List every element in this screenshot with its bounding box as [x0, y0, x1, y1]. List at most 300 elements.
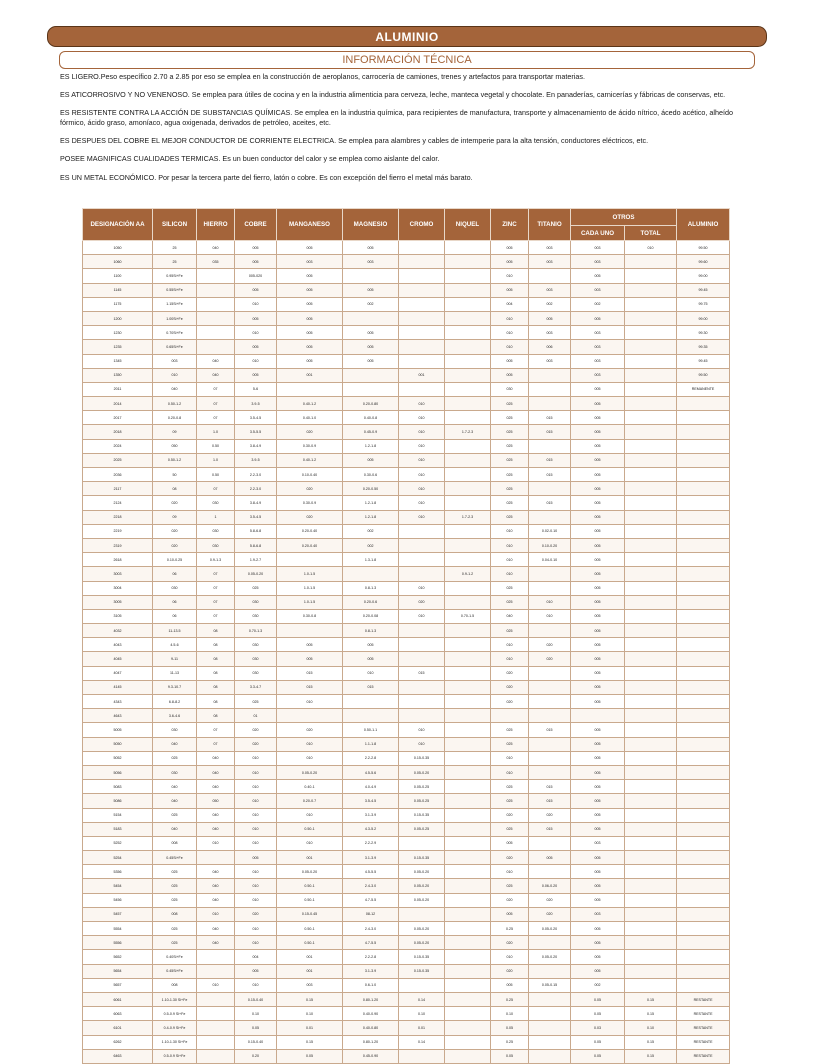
cell-cobre: 025	[235, 581, 277, 595]
cell-total	[625, 709, 677, 723]
cell-titanio: 020	[529, 638, 571, 652]
cell-manganeso: 005	[277, 241, 343, 255]
cell-zinc: 025	[491, 624, 529, 638]
cell-silicon: 040	[153, 382, 197, 396]
cell-silicon: 0.20-0.8	[153, 411, 197, 425]
cell-aluminio	[677, 680, 730, 694]
cell-cada-uno: 005	[571, 794, 625, 808]
cell-manganeso: 005	[277, 297, 343, 311]
cell-zinc: 025	[491, 723, 529, 737]
cell-manganeso: 010	[277, 737, 343, 751]
cell-designacion: 5457	[83, 907, 153, 921]
cell-niquel	[445, 822, 491, 836]
cell-titanio: 006	[529, 340, 571, 354]
cell-designacion: 5654	[83, 964, 153, 978]
cell-cada-uno: 005	[571, 680, 625, 694]
cell-niquel	[445, 879, 491, 893]
cell-aluminio	[677, 482, 730, 496]
cell-silicon: 09	[153, 510, 197, 524]
cell-niquel	[445, 851, 491, 865]
cell-cada-uno: 002	[571, 978, 625, 992]
table-row	[83, 510, 730, 524]
cell-designacion: 3005	[83, 595, 153, 609]
table-row	[83, 666, 730, 680]
cell-titanio: 020	[529, 808, 571, 822]
cell-total	[625, 751, 677, 765]
cell-cobre: 3.5-4.5	[235, 510, 277, 524]
table-row	[83, 893, 730, 907]
cell-niquel	[445, 496, 491, 510]
cell-magnesio: 1.3-1.8	[343, 553, 399, 567]
cell-cobre: 3.9-5	[235, 397, 277, 411]
cell-niquel	[445, 1035, 491, 1049]
cell-hierro: 050	[197, 794, 235, 808]
cell-zinc: 025	[491, 453, 529, 467]
cell-cada-uno: 005	[571, 510, 625, 524]
cell-magnesio: 0.20-0.80	[343, 397, 399, 411]
table-row	[83, 269, 730, 283]
cell-total: 010	[625, 241, 677, 255]
cell-titanio: 015	[529, 411, 571, 425]
cell-total	[625, 865, 677, 879]
cell-cromo	[399, 709, 445, 723]
cell-cobre: 025	[235, 695, 277, 709]
cell-cromo: 0.05-0.20	[399, 922, 445, 936]
cell-titanio: 010	[529, 609, 571, 623]
cell-niquel	[445, 751, 491, 765]
cell-cromo: 0.15-0.35	[399, 964, 445, 978]
cell-hierro: 08	[197, 624, 235, 638]
cell-total: 0.15	[625, 1007, 677, 1021]
cell-titanio	[529, 397, 571, 411]
cell-aluminio: 99.30	[677, 326, 730, 340]
cell-aluminio	[677, 794, 730, 808]
cell-cobre: 030	[235, 595, 277, 609]
cell-manganeso	[277, 382, 343, 396]
cell-hierro: 07	[197, 382, 235, 396]
cell-cada-uno: 005	[571, 765, 625, 779]
cell-aluminio: 99.50	[677, 241, 730, 255]
cell-manganeso: 005	[277, 269, 343, 283]
cell-niquel: 0.9-1.2	[445, 567, 491, 581]
cell-aluminio	[677, 496, 730, 510]
cell-hierro: 040	[197, 765, 235, 779]
cell-niquel	[445, 680, 491, 694]
cell-niquel	[445, 808, 491, 822]
cell-aluminio: RESTANTE	[677, 1049, 730, 1063]
cell-cobre: 010	[235, 836, 277, 850]
cell-titanio	[529, 666, 571, 680]
cell-cobre: 0.05-0.20	[235, 567, 277, 581]
cell-cada-uno: 005	[571, 269, 625, 283]
cell-zinc: 010	[491, 865, 529, 879]
cell-aluminio	[677, 652, 730, 666]
cell-niquel	[445, 595, 491, 609]
cell-titanio	[529, 695, 571, 709]
cell-hierro: 07	[197, 737, 235, 751]
cell-niquel	[445, 524, 491, 538]
cell-aluminio	[677, 936, 730, 950]
table-row	[83, 468, 730, 482]
cell-magnesio: 1.2-1.8	[343, 439, 399, 453]
cell-cromo	[399, 311, 445, 325]
cell-cada-uno: 002	[571, 297, 625, 311]
cell-cromo: 0.05-0.25	[399, 822, 445, 836]
cell-zinc: 025	[491, 397, 529, 411]
cell-zinc: 010	[491, 553, 529, 567]
cell-magnesio: 1.2-1.8	[343, 510, 399, 524]
cell-cromo	[399, 680, 445, 694]
cell-silicon: 030	[153, 581, 197, 595]
cell-cromo	[399, 553, 445, 567]
cell-cobre: 010	[235, 893, 277, 907]
cell-total	[625, 468, 677, 482]
table-row	[83, 624, 730, 638]
cell-magnesio: 0.80-1.20	[343, 992, 399, 1006]
cell-cada-uno: 0.03	[571, 1021, 625, 1035]
cell-magnesio: 1.2-1.8	[343, 496, 399, 510]
cell-manganeso: 015	[277, 666, 343, 680]
cell-total	[625, 326, 677, 340]
cell-magnesio	[343, 269, 399, 283]
cell-niquel	[445, 638, 491, 652]
cell-hierro: 0.50	[197, 439, 235, 453]
cell-hierro: 08	[197, 680, 235, 694]
cell-magnesio: 005	[343, 340, 399, 354]
cell-designacion: 5252	[83, 836, 153, 850]
cell-cromo	[399, 255, 445, 269]
cell-designacion: 6463	[83, 1049, 153, 1063]
cell-cromo	[399, 638, 445, 652]
cell-cobre: 3.9-5	[235, 453, 277, 467]
cell-magnesio: 003	[343, 255, 399, 269]
cell-designacion: 1060	[83, 255, 153, 269]
cell-manganeso: 003	[277, 255, 343, 269]
cell-magnesio: 0.40-0.8	[343, 411, 399, 425]
cell-zinc: 0.25	[491, 1035, 529, 1049]
cell-hierro: 08	[197, 709, 235, 723]
cell-zinc: 025	[491, 510, 529, 524]
cell-cada-uno: 005	[571, 538, 625, 552]
cell-designacion: 5657	[83, 978, 153, 992]
cell-zinc: 005	[491, 368, 529, 382]
table-row	[83, 794, 730, 808]
cell-cada-uno: 005	[571, 723, 625, 737]
cell-total	[625, 382, 677, 396]
table-row	[83, 780, 730, 794]
cell-zinc: 030	[491, 382, 529, 396]
cell-magnesio	[343, 567, 399, 581]
cell-cromo	[399, 1049, 445, 1063]
cell-total	[625, 297, 677, 311]
cell-silicon: 9.3-10.7	[153, 680, 197, 694]
cell-magnesio	[343, 368, 399, 382]
cell-niquel	[445, 765, 491, 779]
cell-aluminio: 99.35	[677, 340, 730, 354]
cell-cromo: 0.05-0.20	[399, 879, 445, 893]
cell-total	[625, 893, 677, 907]
cell-designacion: 5456	[83, 893, 153, 907]
cell-titanio: 020	[529, 907, 571, 921]
cell-zinc: 0.25	[491, 992, 529, 1006]
cell-titanio	[529, 737, 571, 751]
cell-magnesio: 4.3-5.2	[343, 822, 399, 836]
cell-cobre: 3.5-4.5	[235, 411, 277, 425]
cell-niquel	[445, 1049, 491, 1063]
cell-cromo	[399, 695, 445, 709]
header-total: TOTAL	[625, 226, 677, 241]
cell-manganeso: 001	[277, 950, 343, 964]
intro-paragraph: ES LIGERO.Peso específico 2.70 a 2.85 por eso se emplea en la construcción de aeroplanos, carrocería de camiones, trenes y artefactos para transportar materias.	[60, 72, 585, 81]
cell-manganeso: 0.30-0.9	[277, 439, 343, 453]
cell-cobre: 010	[235, 922, 277, 936]
cell-designacion: 1100	[83, 269, 153, 283]
cell-titanio	[529, 567, 571, 581]
cell-aluminio	[677, 510, 730, 524]
cell-titanio: 005	[529, 311, 571, 325]
cell-zinc: 025	[491, 780, 529, 794]
cell-magnesio: 015	[343, 680, 399, 694]
cell-aluminio	[677, 950, 730, 964]
intro-paragraph: POSEE MAGNIFICAS CUALIDADES TERMICAS. Es un buen conductor del calor y se emplea como aislante del calor.	[60, 154, 440, 164]
table-row	[83, 751, 730, 765]
cell-silicon: 06	[153, 567, 197, 581]
cell-zinc: 025	[491, 482, 529, 496]
cell-aluminio	[677, 964, 730, 978]
cell-magnesio: 005	[343, 354, 399, 368]
header-hierro: HIERRO	[197, 209, 235, 241]
cell-cobre: 020	[235, 907, 277, 921]
cell-silicon: 025	[153, 922, 197, 936]
cell-total: 0.10	[625, 1021, 677, 1035]
cell-designacion: 2024	[83, 439, 153, 453]
cell-designacion: 4343	[83, 695, 153, 709]
cell-silicon: 008	[153, 836, 197, 850]
cell-titanio	[529, 751, 571, 765]
cell-manganeso: 1.0-1.5	[277, 595, 343, 609]
cell-magnesio: 005	[343, 283, 399, 297]
cell-cromo: 0.15-0.35	[399, 751, 445, 765]
cell-zinc: 025	[491, 411, 529, 425]
cell-magnesio: 2.2-2.8	[343, 950, 399, 964]
cell-aluminio	[677, 609, 730, 623]
cell-silicon: 09	[153, 425, 197, 439]
cell-hierro: 040	[197, 780, 235, 794]
cell-zinc: 025	[491, 468, 529, 482]
cell-silicon: 1.15Si+Fe	[153, 297, 197, 311]
cell-hierro: 07	[197, 567, 235, 581]
cell-titanio	[529, 1007, 571, 1021]
cell-zinc: 020	[491, 680, 529, 694]
cell-cromo	[399, 241, 445, 255]
cell-titanio: 020	[529, 652, 571, 666]
header-otros: OTROS	[571, 209, 677, 226]
cell-cada-uno: 005	[571, 666, 625, 680]
table-row	[83, 496, 730, 510]
cell-aluminio	[677, 638, 730, 652]
cell-manganeso: 0.15-0.45	[277, 907, 343, 921]
cell-cobre: 010	[235, 936, 277, 950]
cell-magnesio: 0.50-1.1	[343, 723, 399, 737]
cell-designacion: 1050	[83, 241, 153, 255]
cell-designacion: 5556	[83, 936, 153, 950]
cell-hierro: 1.0	[197, 425, 235, 439]
cell-titanio: 015	[529, 468, 571, 482]
table-row	[83, 680, 730, 694]
cell-zinc: 025	[491, 822, 529, 836]
cell-hierro: 040	[197, 922, 235, 936]
cell-total	[625, 624, 677, 638]
cell-silicon: 025	[153, 751, 197, 765]
cell-cada-uno: 005	[571, 468, 625, 482]
cell-total: 0.15	[625, 1049, 677, 1063]
cell-cada-uno: 005	[571, 808, 625, 822]
cell-silicon: 9-11	[153, 652, 197, 666]
cell-niquel	[445, 865, 491, 879]
cell-total	[625, 567, 677, 581]
table-row	[83, 453, 730, 467]
cell-designacion: 3105	[83, 609, 153, 623]
cell-cada-uno: 003	[571, 836, 625, 850]
cell-aluminio: 99.45	[677, 354, 730, 368]
cell-zinc: 020	[491, 695, 529, 709]
cell-magnesio: 0.20-0.6	[343, 595, 399, 609]
cell-titanio: 003	[529, 326, 571, 340]
cell-cobre: 005	[235, 368, 277, 382]
cell-hierro	[197, 950, 235, 964]
cell-niquel	[445, 1021, 491, 1035]
cell-hierro: 040	[197, 879, 235, 893]
table-row	[83, 1007, 730, 1021]
cell-titanio: 0.06-0.20	[529, 879, 571, 893]
cell-total	[625, 765, 677, 779]
cell-silicon: 020	[153, 496, 197, 510]
cell-zinc: 010	[491, 524, 529, 538]
cell-manganeso: 005	[277, 311, 343, 325]
cell-manganeso: 0.15	[277, 1035, 343, 1049]
header-designacion: DESIGNACIÓN AA	[83, 209, 153, 241]
cell-cada-uno: 005	[571, 737, 625, 751]
cell-titanio	[529, 482, 571, 496]
cell-total: 0.15	[625, 992, 677, 1006]
cell-manganeso: 010	[277, 836, 343, 850]
cell-hierro	[197, 326, 235, 340]
cell-hierro	[197, 992, 235, 1006]
cell-zinc: 010	[491, 765, 529, 779]
cell-silicon: 25	[153, 255, 197, 269]
cell-cromo: 010	[399, 510, 445, 524]
cell-cada-uno: 003	[571, 340, 625, 354]
cell-titanio: 010	[529, 595, 571, 609]
cell-titanio	[529, 936, 571, 950]
cell-designacion: 2218	[83, 510, 153, 524]
cell-hierro: 010	[197, 836, 235, 850]
cell-cobre: 005	[235, 311, 277, 325]
cell-cada-uno: 005	[571, 964, 625, 978]
cell-zinc: 025	[491, 595, 529, 609]
cell-cobre: 030	[235, 666, 277, 680]
cell-hierro: 08	[197, 652, 235, 666]
cell-niquel	[445, 709, 491, 723]
cell-designacion: 2219	[83, 524, 153, 538]
cell-cobre: 004	[235, 950, 277, 964]
cell-magnesio: 4.5-5.6	[343, 765, 399, 779]
cell-hierro: 07	[197, 482, 235, 496]
cell-cromo: 010	[399, 737, 445, 751]
cell-hierro	[197, 340, 235, 354]
cell-niquel	[445, 893, 491, 907]
header-zinc: ZINC	[491, 209, 529, 241]
cell-aluminio: RESTANTE	[677, 1007, 730, 1021]
table-row	[83, 255, 730, 269]
cell-aluminio	[677, 397, 730, 411]
cell-designacion: 4032	[83, 624, 153, 638]
cell-silicon: 11-13.5	[153, 624, 197, 638]
cell-cobre: 5-6	[235, 382, 277, 396]
cell-titanio: 020	[529, 893, 571, 907]
alloy-composition-table	[82, 208, 730, 1064]
cell-designacion: 5005	[83, 723, 153, 737]
cell-niquel	[445, 936, 491, 950]
cell-manganeso: 0.50-1	[277, 922, 343, 936]
cell-aluminio	[677, 865, 730, 879]
cell-designacion: 3004	[83, 581, 153, 595]
cell-cada-uno: 0.05	[571, 1007, 625, 1021]
cell-total	[625, 780, 677, 794]
cell-manganeso: 0.50-1	[277, 879, 343, 893]
cell-magnesio	[343, 382, 399, 396]
cell-cobre: 0.15-0.40	[235, 1035, 277, 1049]
cell-manganeso: 0.30-0.9	[277, 496, 343, 510]
cell-zinc: 040	[491, 609, 529, 623]
cell-cada-uno: 005	[571, 922, 625, 936]
cell-titanio	[529, 269, 571, 283]
cell-total	[625, 922, 677, 936]
cell-niquel	[445, 950, 491, 964]
cell-cobre: 0.70-1.3	[235, 624, 277, 638]
cell-titanio: 0.10-0.20	[529, 538, 571, 552]
cell-cada-uno: 0.05	[571, 992, 625, 1006]
cell-silicon: 25	[153, 241, 197, 255]
cell-zinc: 025	[491, 737, 529, 751]
cell-designacion: 2011	[83, 382, 153, 396]
cell-manganeso: 005	[277, 354, 343, 368]
cell-cromo: 0.01	[399, 1021, 445, 1035]
cell-designacion: 4043	[83, 638, 153, 652]
cell-cobre: 010	[235, 822, 277, 836]
cell-silicon: 0.40Si+Fe	[153, 950, 197, 964]
cell-niquel	[445, 297, 491, 311]
cell-magnesio: 0.80-1.20	[343, 1035, 399, 1049]
cell-total	[625, 340, 677, 354]
cell-hierro: 040	[197, 893, 235, 907]
table-body	[83, 241, 730, 1064]
table-row	[83, 950, 730, 964]
cell-total	[625, 453, 677, 467]
cell-designacion: 4643	[83, 709, 153, 723]
cell-titanio	[529, 1035, 571, 1049]
cell-zinc	[491, 709, 529, 723]
cell-magnesio: 0.6-1.0	[343, 978, 399, 992]
cell-designacion: 5652	[83, 950, 153, 964]
cell-silicon: 1.10-1.30 Si+Fe	[153, 992, 197, 1006]
cell-total	[625, 439, 677, 453]
cell-cromo: 010	[399, 468, 445, 482]
cell-total	[625, 836, 677, 850]
cell-cromo: 0.05-0.25	[399, 780, 445, 794]
cell-designacion: 2036	[83, 468, 153, 482]
cell-cromo: 0.15-0.35	[399, 808, 445, 822]
